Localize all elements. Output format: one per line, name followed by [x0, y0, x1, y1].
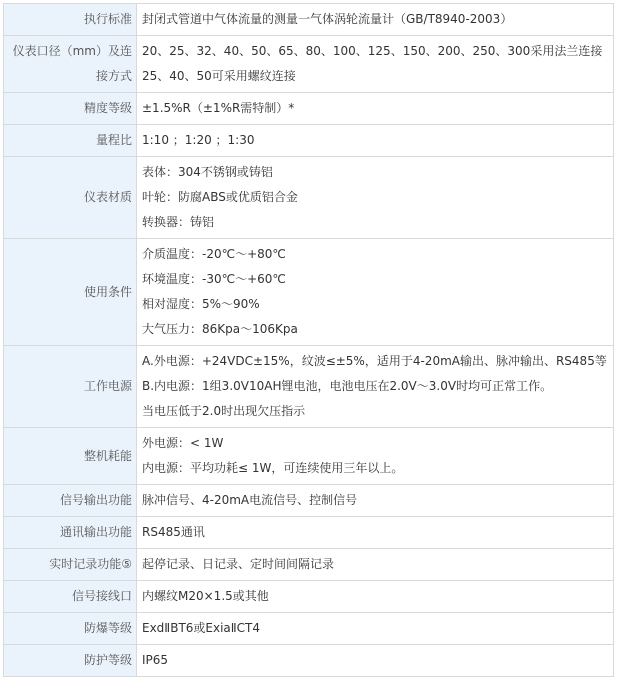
row-value: [137, 485, 614, 517]
row-value: [137, 4, 614, 36]
table-row: [4, 157, 614, 239]
table-row: [4, 36, 614, 93]
value-line: 起停记录、日记录、定时间间隔记录: [142, 557, 335, 571]
value-line: 25、40、50可采用螺纹连接: [142, 69, 296, 83]
row-label: 执行标准: [4, 4, 137, 36]
row-label: 量程比: [4, 125, 137, 157]
row-value: [137, 645, 614, 677]
value-line: 转换器：铸铝: [142, 215, 215, 229]
row-label: 工作电源: [4, 346, 137, 428]
row-label: 整机耗能: [4, 428, 137, 485]
value-line: ExdⅡBT6或ExiaⅡCT4: [142, 621, 261, 635]
value-line: 1:10 ；1:20 ；1:30: [142, 133, 255, 147]
row-label: 信号接线口: [4, 581, 137, 613]
value-line: 脉冲信号、4-20mA电流信号、控制信号: [142, 493, 358, 507]
table-row: [4, 581, 614, 613]
row-value: [137, 428, 614, 485]
value-line: 表体：304不锈钢或铸铝: [142, 165, 273, 179]
row-value: [137, 125, 614, 157]
row-value: [137, 613, 614, 645]
value-line: 相对湿度：5%～90%: [142, 297, 260, 311]
row-value: [137, 549, 614, 581]
value-line: 封闭式管道中气体流量的测量一气体涡轮流量计（GB/T8940-2003）: [142, 12, 513, 26]
table-row: [4, 645, 614, 677]
value-line: RS485通讯: [142, 525, 205, 539]
value-line: 环境温度：-30℃～+60℃: [142, 272, 286, 286]
table-row: [4, 4, 614, 36]
value-line: 大气压力：86Kpa～106Kpa: [142, 322, 298, 336]
row-label: 通讯输出功能: [4, 517, 137, 549]
table-row: [4, 428, 614, 485]
value-line: 叶轮：防腐ABS或优质铝合金: [142, 190, 298, 204]
row-value: [137, 157, 614, 239]
row-label: 仪表口径（mm）及连接方式: [4, 36, 137, 93]
row-value: [137, 93, 614, 125]
table-row: [4, 613, 614, 645]
spec-table-body: [4, 4, 614, 677]
row-value: [137, 346, 614, 428]
table-row: [4, 485, 614, 517]
value-line: 当电压低于2.0时出现欠压指示: [142, 404, 306, 418]
value-line: 介质温度：-20℃～+80℃: [142, 247, 286, 261]
row-label: 仪表材质: [4, 157, 137, 239]
value-line: B.内电源：1组3.0V10AH锂电池，电池电压在2.0V～3.0V时均可正常工作。: [142, 379, 553, 393]
value-line: 20、25、32、40、50、65、80、100、125、150、200、250、300采用法兰连接: [142, 44, 603, 58]
row-label: 精度等级: [4, 93, 137, 125]
row-value: [137, 239, 614, 346]
table-row: [4, 549, 614, 581]
value-line: ±1.5%R（±1%R需特制）*: [142, 101, 295, 115]
value-line: IP65: [142, 653, 169, 667]
row-value: [137, 581, 614, 613]
row-value: [137, 517, 614, 549]
value-line: 内电源：平均功耗≤ 1W，可连续使用三年以上。: [142, 461, 404, 475]
value-line: 外电源：< 1W: [142, 436, 224, 450]
row-label: 防爆等级: [4, 613, 137, 645]
value-line: 内螺纹M20×1.5或其他: [142, 589, 269, 603]
row-label: 实时记录功能⑤: [4, 549, 137, 581]
table-row: [4, 125, 614, 157]
row-label: 防护等级: [4, 645, 137, 677]
spec-table: [3, 3, 614, 677]
row-label: 使用条件: [4, 239, 137, 346]
table-row: [4, 346, 614, 428]
table-row: [4, 93, 614, 125]
value-line: A.外电源：+24VDC±15%，纹波≤±5%，适用于4-20mA输出、脉冲输出、RS485等: [142, 354, 607, 368]
row-value: [137, 36, 614, 93]
table-row: [4, 239, 614, 346]
row-label: 信号输出功能: [4, 485, 137, 517]
table-row: [4, 517, 614, 549]
